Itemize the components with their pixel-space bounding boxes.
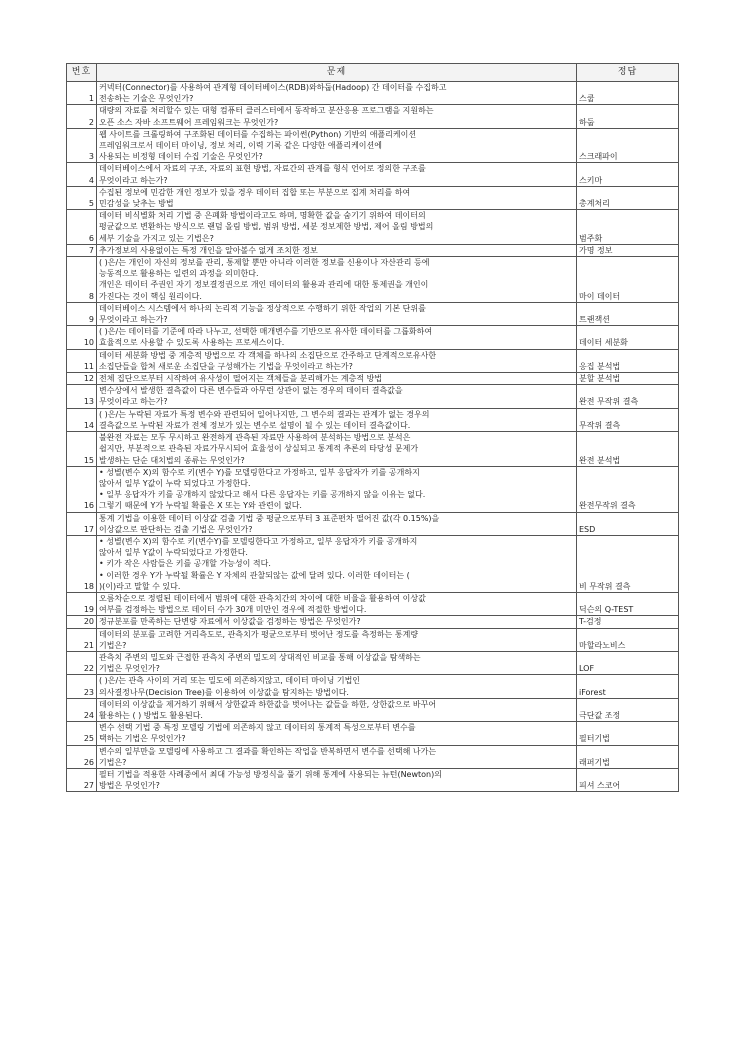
table-row [67,616,679,628]
question-line: 데이터베이스 시스템에서 하나의 논리적 기능을 정상적으로 수행하기 위한 작업의 기본 단위를 [99,303,426,313]
table-row [67,675,679,698]
table-row [67,163,679,186]
answer-cell: 완전무작위 결측 [577,466,679,512]
table-header-row [67,64,679,82]
row-number: 14 [67,408,97,431]
question-cell [97,385,577,408]
question-cell [97,432,577,467]
answer-cell: 스크래파이 [577,128,679,163]
question-cell [97,105,577,128]
question-cell [97,616,577,628]
answer-cell: 극단값 조정 [577,698,679,721]
question-line: 민감성을 낮추는 방법 [99,199,174,209]
question-line: 개인은 데이터 주권인 자기 정보결정권으로 개인 데이터의 활용과 관리에 대한 통제권을 개인이 [99,280,429,290]
question-line: 웹 사이트를 크롤링하여 구조화된 데이터를 수집하는 파이썬(Python) 기반의 애플리케이션 [99,129,417,139]
row-number: 19 [67,592,97,615]
question-cell [97,745,577,768]
answer-cell: 총계처리 [577,186,679,209]
row-number: 24 [67,698,97,721]
question-line: 커넥터(Connector)를 사용하여 관계형 데이터베이스(RDB)와하둡(Hadoop) 간 데이터를 수집하고 [99,83,447,92]
question-cell [97,326,577,349]
question-line: 대량의 자료를 처리할수 있는 대형 컴퓨터 클러스터에서 동작하고 분산응용 프로그램을 지원하는 [99,106,434,116]
question-line: 의사결정나무(Decision Tree)를 이용하여 이상값을 탐지하는 방법이다. [99,687,349,697]
table-row [67,349,679,372]
table-row [67,768,679,791]
row-number: 26 [67,745,97,768]
question-line: • 일부 응답자가 키를 공개하지 않았다고 해서 다른 응답자는 키를 공개하지 않을 이유는 없다. [99,490,426,500]
question-line: )(이)라고 말할 수 있다. [99,581,181,591]
question-line: 택하는 기법은 무엇인가? [99,734,186,744]
answer-cell: 스키마 [577,163,679,186]
question-line: ( )은/는 데이터를 기준에 따라 나누고, 선택한 매개변수를 기반으로 유사한 데이터를 그룹화하여 [99,327,433,337]
row-number: 17 [67,512,97,535]
question-line: 기법은? [99,640,127,650]
table-row [67,385,679,408]
question-cell [97,186,577,209]
question-cell [97,592,577,615]
question-answer-table [66,63,679,792]
row-number: 21 [67,628,97,651]
row-number: 6 [67,210,97,245]
table-row [67,592,679,615]
answer-cell: 무작위 결측 [577,408,679,431]
question-line: 무엇이라고 하는가? [99,175,168,185]
row-number: 2 [67,105,97,128]
question-line: • 성별(변수 X)의 함수로 키(변수 Y)를 모델링한다고 가정하고, 일부 응답자가 키를 공개하지 [99,467,420,477]
table-row [67,82,679,105]
table-row [67,466,679,512]
table-row [67,745,679,768]
question-line: 방법은 무엇인가? [99,781,160,791]
row-number: 10 [67,326,97,349]
question-cell [97,257,577,303]
question-line: 관측치 주변의 밀도와 근접한 관측치 주변의 밀도의 상대적인 비교를 통해 이상값을 탐색하는 [99,652,421,662]
question-line: 않아서 일부 Y값이 누락되었다고 가정한다. [99,548,248,558]
table-row [67,722,679,745]
row-number: 9 [67,302,97,325]
table-row [67,105,679,128]
row-number: 5 [67,186,97,209]
question-line: 데이터 세분화 방법 중 계층적 방법으로 각 객체를 하나의 소집단으로 간주하고 단계적으로유사한 [99,350,437,360]
question-line: 효율적으로 사용할 수 있도록 사용하는 프로세스이다. [99,338,285,348]
answer-cell: iForest [577,675,679,698]
question-cell [97,651,577,674]
question-line: 무엇이라고 하는가? [99,397,168,407]
question-line: 데이터 비식별화 처리 기법 중 은폐화 방법이라고도 하며, 명확한 값을 숨기기 위하여 데이터의 [99,211,426,221]
row-number: 12 [67,373,97,385]
question-cell [97,373,577,385]
question-line: 가진다는 것이 핵심 원리이다. [99,291,202,301]
answer-cell: LOF [577,651,679,674]
question-line: 변수의 일부만을 모델링에 사용하고 그 결과를 확인하는 작업을 반복하면서 변수를 선택해 나가는 [99,746,437,756]
table-row [67,432,679,467]
answer-cell: 트랜잭션 [577,302,679,325]
answer-cell: ESD [577,512,679,535]
question-line: 능동적으로 활용하는 일련의 과정을 의미한다. [99,269,259,279]
table-row [67,373,679,385]
question-line: 변수 선택 기법 중 특정 모델링 기법에 의존하지 않고 데이터의 통계적 특성으로부터 변수를 [99,723,416,733]
question-line: ( )은/는 관측 사이의 거리 또는 밀도에 의존하지않고, 데이터 마이닝 기법인 [99,676,361,686]
table-row [67,257,679,303]
question-line: 필터 기법을 적용한 사례중에서 최대 가능성 방정식을 풀기 위해 통계에 사용되는 뉴턴(Newton)의 [99,769,442,779]
question-line: 추가정보의 사용없이는 특정 개인을 알아볼수 없게 조치한 정보 [99,245,318,255]
row-number: 16 [67,466,97,512]
row-number: 7 [67,244,97,256]
question-cell [97,722,577,745]
row-number: 11 [67,349,97,372]
question-cell [97,698,577,721]
table-row [67,302,679,325]
answer-cell: 스쿱 [577,82,679,105]
row-number: 22 [67,651,97,674]
question-line: ( )은/는 개인이 자신의 정보를 관리, 통제할 뿐만 아니라 이러한 정보를 신용이나 자산관리 등에 [99,258,430,268]
row-number: 8 [67,257,97,303]
question-line: 데이터의 이상값을 제거하기 위해서 상한값과 하한값을 벗어나는 값들을 하한, 상한값으로 바꾸어 [99,699,437,709]
question-line: 전체 집단으로부터 시작하여 유사성이 떨어지는 객체들을 분리해가는 계층적 방법 [99,374,383,384]
question-cell [97,466,577,512]
question-line: 않아서 일부 Y값이 누락 되었다고 가정한다. [99,478,251,488]
question-cell [97,535,577,592]
answer-cell: 완전 무작위 결측 [577,385,679,408]
question-line: 쉽지만, 부분적으로 관측된 자료가무시되어 효율성이 상실되고 통계적 추론의 타당성 문제가 [99,444,419,454]
header-answer: 정답 [577,64,679,82]
answer-cell: 비 무작위 결측 [577,535,679,592]
table-row [67,698,679,721]
question-line: 결측값으로 누락된 자료가 전체 정보가 있는 변수로 설명이 될 수 있는 데이터 결측값이다. [99,420,411,430]
question-cell [97,512,577,535]
answer-cell: 래퍼기법 [577,745,679,768]
question-line: 무엇이라고 하는가? [99,315,168,325]
question-line: 그렇기 때문에 Y가 누락될 확률은 X 또는 Y와 관련이 없다. [99,501,302,511]
row-number: 25 [67,722,97,745]
question-line: 프레임워크로서 데이터 마이닝, 정보 처리, 이력 기록 같은 다양한 애플리케이션에 [99,141,382,151]
question-line: 세부 기술을 가지고 있는 기법은? [99,233,214,243]
answer-cell: 완전 분석법 [577,432,679,467]
row-number: 15 [67,432,97,467]
row-number: 13 [67,385,97,408]
question-cell [97,628,577,651]
question-line: 오름차순으로 정렬된 데이터에서 범위에 대한 관측치간의 차이에 대한 비율을 활용하여 이상값 [99,593,426,603]
header-number: 번호 [67,64,97,82]
question-line: 활용하는 ( ) 방법도 활용된다. [99,710,203,720]
question-line: 변수상에서 발생한 결측값이 다른 변수들과 아무런 상관이 없는 경우의 데이터 결측값을 [99,386,403,396]
question-line: 기법은 무엇인가? [99,664,160,674]
question-line: 오픈 소스 자바 소프트웨어 프레임워크는 무엇인가? [99,117,279,127]
question-line: • 키가 작은 사람들은 키를 공개할 가능성이 적다. [99,559,271,569]
row-number: 1 [67,82,97,105]
answer-cell: 필터기법 [577,722,679,745]
question-cell [97,302,577,325]
row-number: 3 [67,128,97,163]
question-line: 정규분포를 만족하는 단변량 자료에서 이상값을 검정하는 방법은 무엇인가? [99,617,361,627]
table-body [67,82,679,792]
table-row [67,408,679,431]
answer-cell: 분할 분석법 [577,373,679,385]
table-row [67,628,679,651]
answer-cell: 마할라노비스 [577,628,679,651]
question-line: 데이터의 분포를 고려한 거리측도로, 관측치가 평균으로부터 벗어난 정도를 측정하는 통계량 [99,629,419,639]
answer-cell: 범주화 [577,210,679,245]
question-cell [97,128,577,163]
answer-cell: 하둡 [577,105,679,128]
answer-cell: 응집 분석법 [577,349,679,372]
question-line: 발생하는 단순 대치법의 종류는 무엇인가? [99,455,245,465]
question-cell [97,210,577,245]
question-line: 기법은? [99,757,127,767]
question-line: 평균값으로 변환하는 방식으로 랜덤 올림 방법, 범위 방법, 세분 정보제한 방법, 제어 올림 방법의 [99,222,434,232]
question-line: ( )은/는 누락된 자료가 특정 변수와 관련되어 일어나지만, 그 변수의 결과는 관계가 없는 경우의 [99,409,430,419]
question-cell [97,82,577,105]
answer-cell: 마이 데이터 [577,257,679,303]
answer-cell: 데이터 세분화 [577,326,679,349]
question-line: 통계 기법을 이용한 데이터 이상값 검출 기법 중 평균으로부터 3 표준편차 떨어진 값(각 0.15%)을 [99,513,440,523]
question-line: 이상값으로 판단하는 검출 기법은 무엇인가? [99,524,253,534]
question-cell [97,244,577,256]
table-row [67,512,679,535]
question-line: 여부를 검정하는 방법으로 데이터 수가 30개 미만인 경우에 적절한 방법이다. [99,605,367,615]
table-row [67,535,679,592]
question-line: 불완전 자료는 모두 무시하고 완전하게 관측된 자료만 사용하여 분석하는 방법으로 분석은 [99,433,411,443]
row-number: 20 [67,616,97,628]
table-row [67,186,679,209]
table-row [67,210,679,245]
answer-cell: 피셔 스코어 [577,768,679,791]
question-line: 소집단들을 합쳐 새로운 소집단을 구성해가는 기법을 무엇이라고 하는가? [99,361,353,371]
question-line: • 이러한 경우 Y가 누락될 확률은 Y 자체의 관찰되않는 값에 달려 있다. 이러한 데이터는 ( [99,570,410,580]
row-number: 23 [67,675,97,698]
header-question: 문제 [97,64,577,82]
question-cell [97,349,577,372]
question-line: • 성별(변수 X)의 함수로 키(변수Y)를 모델링한다고 가정하고, 일부 응답자가 키를 공개하지 [99,536,418,546]
row-number: 4 [67,163,97,186]
question-cell [97,163,577,186]
question-cell [97,675,577,698]
answer-cell: T-검정 [577,616,679,628]
table-row [67,128,679,163]
table-row [67,244,679,256]
row-number: 27 [67,768,97,791]
question-cell [97,768,577,791]
row-number: 18 [67,535,97,592]
question-line: 전송하는 기술은 무엇인가? [99,94,194,104]
question-line: 데이터베이스에서 자료의 구조, 자료의 표현 방법, 자료간의 관계를 형식 언어로 정의한 구조를 [99,164,426,174]
answer-cell: 가명 정보 [577,244,679,256]
table-row [67,326,679,349]
question-line: 사용되는 비정형 데이터 수집 기술은 무엇인가? [99,152,263,162]
question-cell [97,408,577,431]
question-line: 수집된 정보에 민감한 개인 정보가 있을 경우 데이터 집합 또는 부분으로 집계 처리를 하여 [99,187,411,197]
answer-cell: 딕슨의 Q-TEST [577,592,679,615]
table-row [67,651,679,674]
